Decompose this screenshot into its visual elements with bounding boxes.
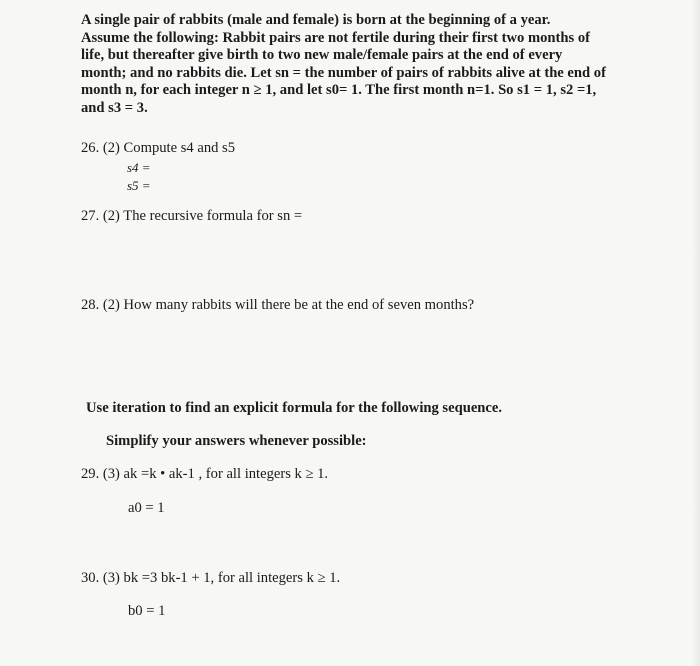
s5-answer-label: s5 = <box>127 178 151 193</box>
intro-line: A single pair of rabbits (male and female) is born at the beginning of a year. <box>81 12 551 28</box>
question-27: 27. (2) The recursive formula for sn = <box>81 208 303 224</box>
intro-line: Assume the following: Rabbit pairs are not fertile during their first two months of <box>81 29 590 46</box>
question-30: 30. (3) bk =3 bk-1 + 1, for all integers k ≥ 1. <box>81 570 341 586</box>
section-heading: Use iteration to find an explicit formula for the following sequence. <box>86 400 503 416</box>
b0-initial-value: b0 = 1 <box>128 603 166 619</box>
a0-initial-value: a0 = 1 <box>128 500 165 516</box>
question-29: 29. (3) ak =k • ak-1 , for all integers k ≥ 1. <box>81 466 329 482</box>
question-28: 28. (2) How many rabbits will there be at the end of seven months? <box>81 297 475 313</box>
problem-statement <box>81 12 641 118</box>
intro-line: and s3 = 3. <box>81 99 148 116</box>
question-26: 26. (2) Compute s4 and s5 <box>81 140 236 156</box>
section-subheading: Simplify your answers whenever possible: <box>106 433 367 449</box>
intro-line: month n, for each integer n ≥ 1, and let s0= 1. The first month n=1. So s1 = 1, s2 =1, <box>81 82 597 99</box>
page-edge-shadow <box>692 0 700 666</box>
s4-answer-label: s4 = <box>127 160 151 175</box>
intro-line: life, but thereafter give birth to two new male/female pairs at the end of every <box>81 47 563 64</box>
intro-line: month; and no rabbits die. Let sn = the number of pairs of rabbits alive at the end of <box>81 64 606 81</box>
